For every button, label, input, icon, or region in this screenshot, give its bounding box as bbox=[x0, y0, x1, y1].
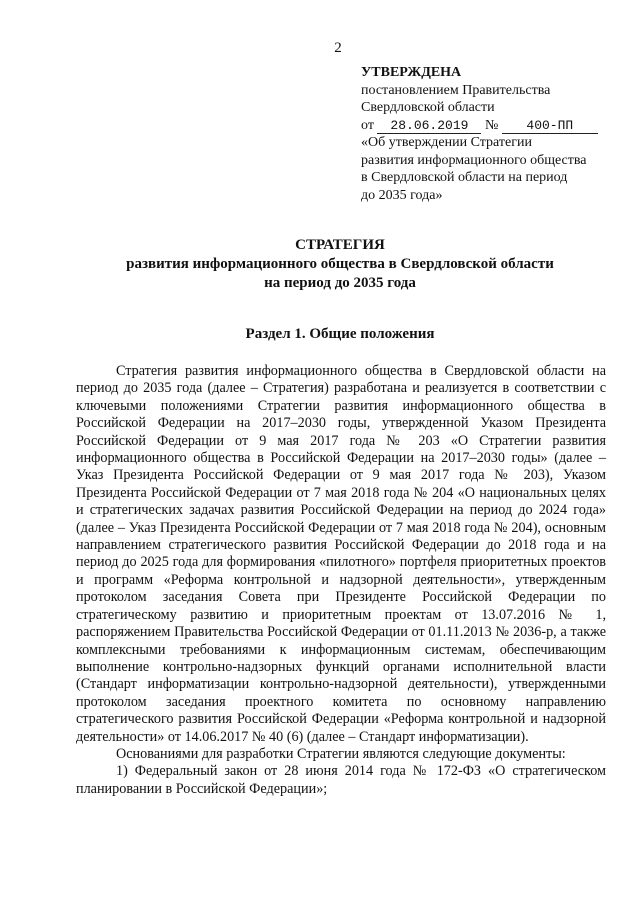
approval-subject-4: до 2035 года» bbox=[361, 187, 443, 203]
approval-block bbox=[361, 64, 621, 204]
approval-date: 28.06.2019 bbox=[377, 118, 481, 134]
page-number: 2 bbox=[334, 40, 342, 56]
paragraph-1: Стратегия развития информационного общества в Свердловской области на период до 2035 года (далее – Стратегия) разработана и реализуется в соответствии с ключевыми положениями Стратегии развития информационного общества в Российской Федерации на 2017–2030 годы, утвержденной Указом Президента Российской Федерации от 9 мая 2017 года № 203 «О Стратегии развития информационного общества в Российской Федерации на 2017–2030 годы» (далее – Указ Президента Российской Федерации от 9 мая 2017 года № 203), Указом Президента Российской Федерации от 7 мая 2018 года № 204 «О национальных целях и стратегических задачах развития Российской Федерации на период до 2024 года» (далее – Указ Президента Российской Федерации от 7 мая 2018 года № 204), основным направлением стратегического развития Российской Федерации до 2018 года и на период до 2025 года для формирования «пилотного» портфеля приоритетных проектов и программ «Реформа контрольной и надзорной деятельности», утвержденным протоколом заседания Совета при Президенте Российской Федерации по стратегическому развитию и приоритетным проектам от 13.07.2016 № 1, распоряжением Правительства Российской Федерации от 01.11.2013 № 2036-р, а также комплексными требованиями к информационным системам, обеспечивающим выполнение контрольно-надзорных функций органами исполнительной власти (Стандарт информатизации контрольно-надзорной деятельности), утвержденными протоколом заседания проектного комитета по основному направлению стратегического развития Российской Федерации «Реформа контрольной и надзорной деятельности» от 14.06.2017 № 40 (6) (далее – Стандарт информатизации). bbox=[76, 363, 606, 745]
document-title-line-2: развития информационного общества в Свердловской области bbox=[126, 256, 554, 272]
document-title-line-1: СТРАТЕГИЯ bbox=[295, 237, 385, 253]
date-prefix: от bbox=[361, 117, 374, 133]
approval-title: УТВЕРЖДЕНА bbox=[361, 65, 462, 80]
body-text bbox=[76, 363, 606, 798]
approval-date-line bbox=[361, 117, 621, 135]
approval-subject-1: «Об утверждении Стратегии bbox=[361, 135, 532, 150]
list-item-1: 1) Федеральный закон от 28 июня 2014 года № 172-ФЗ «О стратегическом планировании в Российской Федерации»; bbox=[76, 763, 606, 797]
document-title-line-3: на период до 2035 года bbox=[264, 275, 416, 291]
approval-line-1: постановлением Правительства bbox=[361, 82, 551, 98]
number-prefix: № bbox=[484, 117, 499, 133]
paragraph-2: Основаниями для разработки Стратегии являются следующие документы: bbox=[116, 745, 566, 762]
approval-subject-3: в Свердловской области на период bbox=[361, 170, 568, 185]
section-title: Раздел 1. Общие положения bbox=[245, 326, 435, 342]
approval-subject-2: развития информационного общества bbox=[361, 152, 587, 168]
document-title bbox=[0, 236, 640, 293]
approval-number: 400-ПП bbox=[502, 118, 598, 134]
approval-line-2: Свердловской области bbox=[361, 100, 495, 115]
